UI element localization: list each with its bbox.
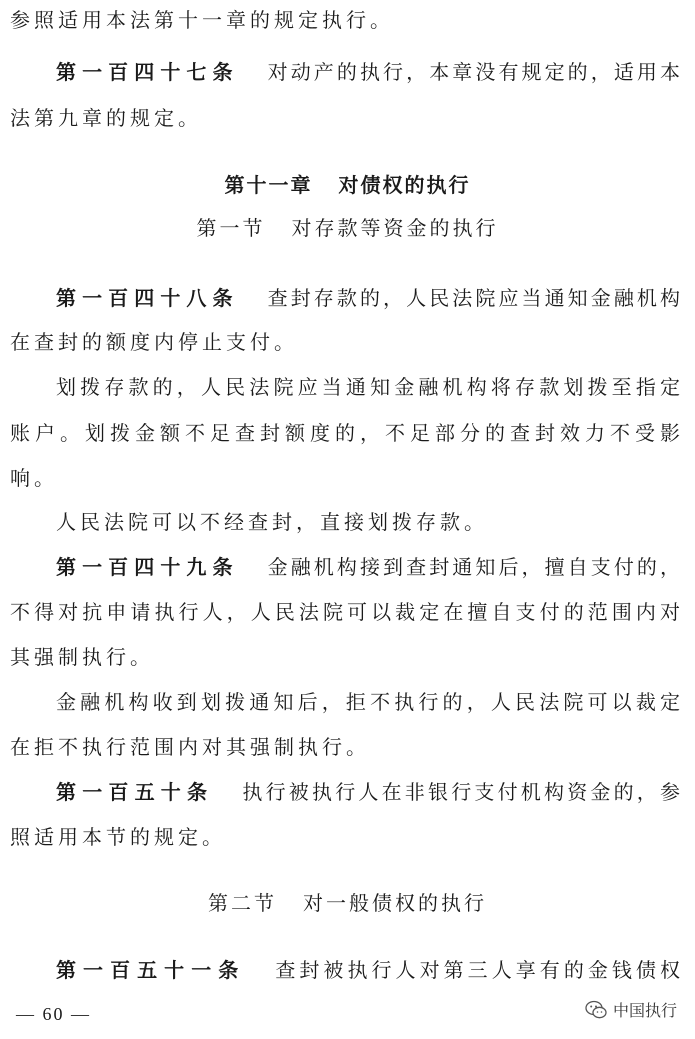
section-title: 对存款等资金的执行 — [291, 216, 499, 240]
line-text: 在查封的额度内停止支付。 — [10, 330, 298, 354]
article-number: 第一百五十条 — [56, 780, 214, 804]
article-148 — [56, 286, 680, 310]
article-149 — [56, 555, 680, 579]
watermark — [585, 998, 677, 1021]
article-number: 第一百四十七条 — [56, 60, 239, 84]
section-number: 第二节 — [208, 891, 277, 915]
article-text: 查封被执行人对第三人享有的金钱债权 — [271, 958, 681, 982]
line-text: 人民法院可以不经查封，直接划拨存款。 — [56, 510, 488, 534]
section-number: 第一节 — [196, 216, 266, 240]
text-line — [10, 466, 680, 490]
chapter-number: 第十一章 — [224, 173, 313, 197]
section-heading — [0, 890, 695, 916]
text-line — [10, 421, 680, 445]
section-title: 对一般债权的执行 — [303, 891, 487, 915]
line-text: 不得对抗申请执行人，人民法院可以裁定在擅自支付的范围内对 — [10, 600, 680, 624]
article-text: 查封存款的，人民法院应当通知金融机构 — [264, 286, 681, 310]
line-text: 金融机构收到划拨通知后，拒不执行的，人民法院可以裁定 — [56, 690, 680, 714]
article-147 — [56, 60, 680, 84]
text-line — [56, 375, 680, 399]
text-line — [10, 735, 680, 759]
article-number: 第一百四十九条 — [56, 555, 239, 579]
article-number: 第一百四十八条 — [56, 286, 239, 310]
wechat-icon — [585, 1000, 607, 1020]
watermark-text: 中国执行 — [612, 1001, 677, 1020]
chapter-heading — [0, 172, 695, 198]
text-line — [10, 645, 680, 669]
text-line — [10, 8, 680, 32]
line-text: 划拨存款的，人民法院应当通知金融机构将存款划拨至指定 — [56, 375, 680, 399]
line-text: 法第九章的规定。 — [10, 106, 202, 130]
line-text: 在拒不执行范围内对其强制执行。 — [10, 735, 370, 759]
text-line — [56, 510, 680, 534]
chapter-title: 对债权的执行 — [338, 173, 471, 197]
text-line — [56, 690, 680, 714]
line-text: 账户。划拨金额不足查封额度的，不足部分的查封效力不受影 — [10, 421, 680, 445]
line-text: 响。 — [10, 466, 58, 490]
article-150 — [56, 780, 680, 804]
page-number: — 60 — — [16, 1004, 91, 1024]
article-text: 对动产的执行，本章没有规定的，适用本 — [264, 60, 681, 84]
text-line — [10, 106, 680, 130]
section-heading — [0, 215, 695, 241]
text-line — [10, 600, 680, 624]
text-line — [10, 825, 680, 849]
line-text: 照适用本节的规定。 — [10, 825, 226, 849]
article-text: 执行被执行人在非银行支付机构资金的，参 — [239, 780, 681, 804]
line-text: 其强制执行。 — [10, 645, 154, 669]
text-line — [10, 330, 680, 354]
article-text: 金融机构接到查封通知后，擅自支付的， — [264, 555, 681, 579]
article-151 — [56, 958, 680, 982]
article-number: 第一百五十一条 — [56, 958, 246, 982]
line-text: 参照适用本法第十一章的规定执行。 — [10, 8, 394, 32]
